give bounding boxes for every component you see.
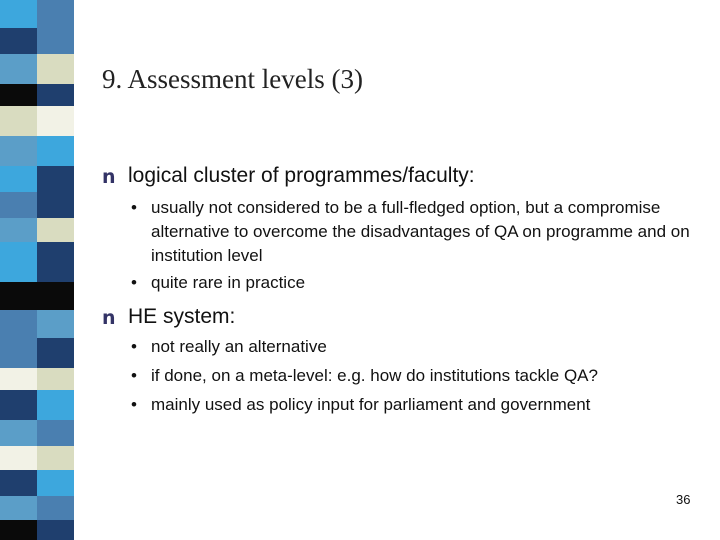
sub-bullet-icon: • [131,366,137,385]
sub-bullet-text: not really an alternative [151,337,327,356]
bullet-item-label: HE system: [128,305,236,328]
sub-bullet-icon: • [131,198,137,217]
sub-bullet-text: mainly used as policy input for parliament and government [151,395,591,414]
sub-bullet-text: usually not considered to be a full-fledged option, but a compromise alternative to overcome the disadvantages of QA on programme and on institution level [151,198,690,265]
sub-bullet-item [131,271,711,295]
sub-bullet-item [131,335,711,359]
bullet-icon: n [102,307,116,329]
sub-bullet-text: quite rare in practice [151,273,306,292]
sub-bullet-item [131,364,711,388]
sub-bullet-icon: • [131,273,137,292]
page-number: 36 [676,492,691,507]
bullet-icon: n [102,166,116,188]
sub-bullet-text: if done, on a meta-level: e.g. how do institutions tackle QA? [151,366,598,385]
slide-title: 9. Assessment levels (3) [102,64,363,94]
sub-bullet-icon: • [131,337,137,356]
sub-bullet-item [131,196,711,268]
sub-bullet-icon: • [131,395,137,414]
decorative-stripe [0,0,74,540]
sub-bullet-item [131,393,711,417]
bullet-item-label: logical cluster of programmes/faculty: [128,164,475,187]
